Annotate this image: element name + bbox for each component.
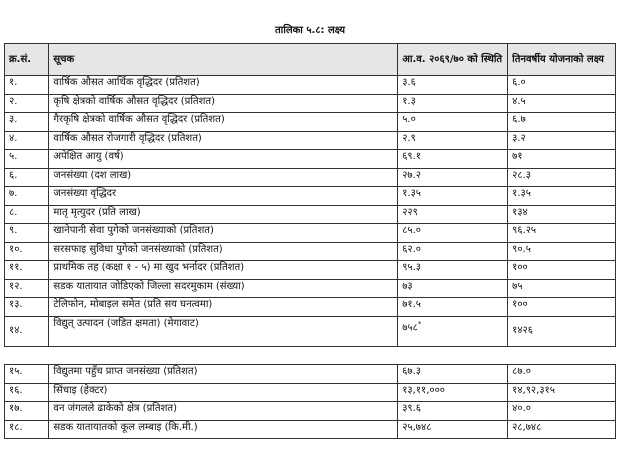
table-row bbox=[5, 205, 616, 224]
row-status: ६७.३ bbox=[398, 365, 508, 384]
row-target: १४,९२,३१५ bbox=[508, 383, 616, 402]
row-sn: १४. bbox=[5, 316, 49, 346]
table-row bbox=[5, 150, 616, 169]
table-row bbox=[5, 168, 616, 187]
row-status: ७३ bbox=[398, 279, 508, 298]
row-indicator: अपेक्षित आयु (वर्ष) bbox=[49, 150, 398, 169]
table-row bbox=[5, 131, 616, 150]
row-sn: १०. bbox=[5, 242, 49, 261]
table-row bbox=[5, 383, 616, 402]
row-indicator: प्राथमिक तह (कक्षा १ - ५) मा खुद भर्नादर (प्रतिशत) bbox=[49, 261, 398, 280]
header-target: तिनवर्षीय योजनाको लक्ष्य bbox=[508, 44, 616, 76]
row-target: ७१ bbox=[508, 150, 616, 169]
table-row bbox=[5, 420, 616, 439]
row-target: ९०.५ bbox=[508, 242, 616, 261]
row-sn: १. bbox=[5, 76, 49, 95]
row-indicator: सिंचाइ (हेक्टर) bbox=[49, 383, 398, 402]
row-target: ४०.० bbox=[508, 402, 616, 421]
row-status: २२९ bbox=[398, 205, 508, 224]
table-row bbox=[5, 187, 616, 206]
row-sn: १५. bbox=[5, 365, 49, 384]
row-indicator: विद्युतमा पहुँच प्राप्त जनसंख्या (प्रतिशत) bbox=[49, 365, 398, 384]
row-sn: ७. bbox=[5, 187, 49, 206]
table-row bbox=[5, 242, 616, 261]
row-sn: ४. bbox=[5, 131, 49, 150]
row-status: ५.० bbox=[398, 113, 508, 132]
section-gap bbox=[5, 346, 616, 365]
row-target: ४.५ bbox=[508, 94, 616, 113]
table-row bbox=[5, 224, 616, 243]
row-sn: २. bbox=[5, 94, 49, 113]
row-sn: ३. bbox=[5, 113, 49, 132]
table-row bbox=[5, 76, 616, 95]
table-row bbox=[5, 316, 616, 346]
row-indicator: मातृ मृत्युदर (प्रति लाख) bbox=[49, 205, 398, 224]
table-row bbox=[5, 261, 616, 280]
row-status: ८५.० bbox=[398, 224, 508, 243]
row-indicator: खानेपानी सेवा पुगेको जनसंख्याको (प्रतिशत) bbox=[49, 224, 398, 243]
table-row bbox=[5, 113, 616, 132]
targets-table bbox=[4, 43, 616, 439]
row-status: ६९.१ bbox=[398, 150, 508, 169]
row-sn: ८. bbox=[5, 205, 49, 224]
header-indicator: सूचक bbox=[49, 44, 398, 76]
row-target: ७५ bbox=[508, 279, 616, 298]
row-indicator: टेलिफोन, मोबाइल समेत (प्रति सय घनत्वमा) bbox=[49, 298, 398, 317]
row-target: १४२६ bbox=[508, 316, 616, 346]
footnote-mark: * bbox=[417, 319, 422, 328]
row-indicator: सडक यातायातको कूल लम्बाइ (कि.मी.) bbox=[49, 420, 398, 439]
header-sn: क्र.सं. bbox=[5, 44, 49, 76]
row-status: ९५.३ bbox=[398, 261, 508, 280]
row-target: १३४ bbox=[508, 205, 616, 224]
table-row bbox=[5, 298, 616, 317]
row-target: ९६.२५ bbox=[508, 224, 616, 243]
row-target: १०० bbox=[508, 298, 616, 317]
row-status: १.३ bbox=[398, 94, 508, 113]
row-target: ३.२ bbox=[508, 131, 616, 150]
table-row bbox=[5, 402, 616, 421]
row-target: १०० bbox=[508, 261, 616, 280]
row-sn: १७. bbox=[5, 402, 49, 421]
row-status: ३.६ bbox=[398, 76, 508, 95]
row-indicator: सरसफाइ सुविधा पुगेको जनसंख्याको (प्रतिशत) bbox=[49, 242, 398, 261]
row-status: २५,७४८ bbox=[398, 420, 508, 439]
row-target: २८.३ bbox=[508, 168, 616, 187]
row-indicator: सडक यातायात जोडिएको जिल्ला सदरमुकाम (संख्या) bbox=[49, 279, 398, 298]
row-sn: १३. bbox=[5, 298, 49, 317]
row-status: २.९ bbox=[398, 131, 508, 150]
header-status: आ.व. २०६९/७० को स्थिति bbox=[398, 44, 508, 76]
row-status: ६२.० bbox=[398, 242, 508, 261]
row-indicator: कृषि क्षेत्रको वार्षिक औसत वृद्धिदर (प्रतिशत) bbox=[49, 94, 398, 113]
row-indicator: विद्युत् उत्पादन (जडित क्षमता) (मेगावाट) bbox=[49, 316, 398, 346]
row-target: ८७.० bbox=[508, 365, 616, 384]
header-row bbox=[5, 44, 616, 76]
table-caption: तालिका ५.८: लक्ष्य bbox=[274, 25, 346, 36]
row-indicator: जनसंख्या वृद्धिदर bbox=[49, 187, 398, 206]
row-target: १.३५ bbox=[508, 187, 616, 206]
row-target: ६.० bbox=[508, 76, 616, 95]
row-status: १.३५ bbox=[398, 187, 508, 206]
row-sn: ११. bbox=[5, 261, 49, 280]
row-sn: १२. bbox=[5, 279, 49, 298]
row-status-value: ७५८ bbox=[402, 321, 418, 333]
row-sn: १८. bbox=[5, 420, 49, 439]
row-status: १३,११,००० bbox=[398, 383, 508, 402]
row-sn: ६. bbox=[5, 168, 49, 187]
table-row bbox=[5, 279, 616, 298]
row-status bbox=[398, 316, 508, 346]
table-row bbox=[5, 365, 616, 384]
row-indicator: वार्षिक औसत आर्थिक वृद्धिदर (प्रतिशत) bbox=[49, 76, 398, 95]
row-indicator: गैरकृषि क्षेत्रको वार्षिक औसत वृद्धिदर (प्रतिशत) bbox=[49, 113, 398, 132]
row-sn: ९. bbox=[5, 224, 49, 243]
row-status: २७.२ bbox=[398, 168, 508, 187]
row-target: २८,७४८ bbox=[508, 420, 616, 439]
table-row bbox=[5, 94, 616, 113]
row-sn: १६. bbox=[5, 383, 49, 402]
row-sn: ५. bbox=[5, 150, 49, 169]
row-indicator: जनसंख्या (दश लाख) bbox=[49, 168, 398, 187]
row-indicator: वन जंगलले ढाकेको क्षेत्र (प्रतिशत) bbox=[49, 402, 398, 421]
row-target: ६.७ bbox=[508, 113, 616, 132]
row-status: ३९.६ bbox=[398, 402, 508, 421]
row-indicator: वार्षिक औसत रोजगारी वृद्धिदर (प्रतिशत) bbox=[49, 131, 398, 150]
row-status: ७१.५ bbox=[398, 298, 508, 317]
